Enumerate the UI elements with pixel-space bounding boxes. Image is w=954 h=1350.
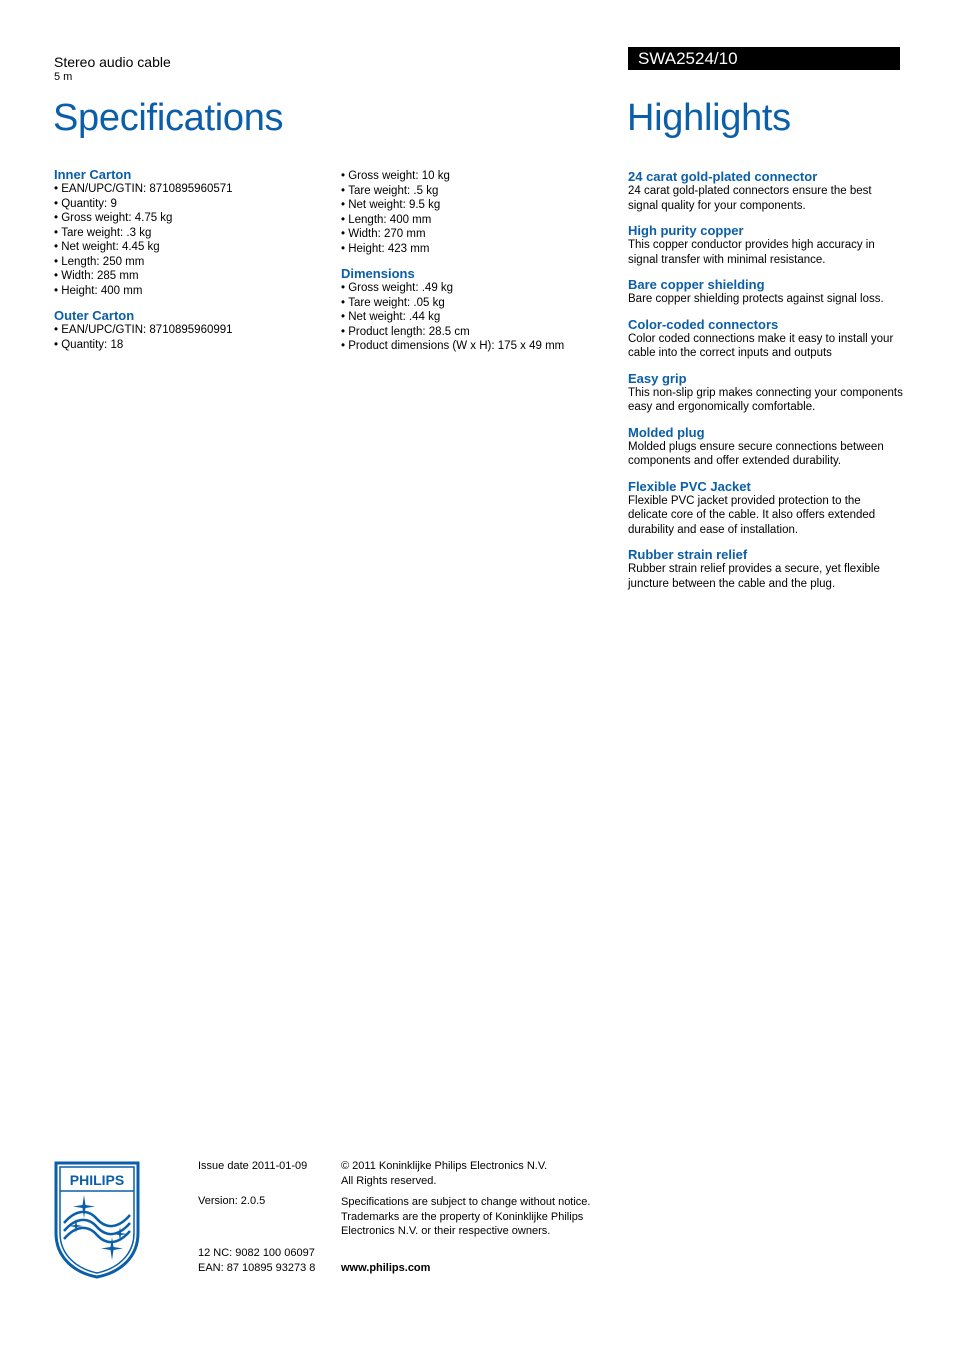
- highlight-title: Color-coded connectors: [628, 316, 779, 332]
- highlight-item: [628, 371, 903, 415]
- notice-block: [341, 1195, 590, 1239]
- spec-column-1: [54, 167, 324, 361]
- highlight-title: High purity copper: [628, 223, 744, 238]
- copyright-line: © 2011 Koninklijke Philips Electronics N.V.: [341, 1160, 548, 1172]
- highlight-item: [628, 479, 903, 538]
- highlights-title: Highlights: [627, 97, 791, 139]
- spec-item: • Width: 270 mm: [341, 227, 611, 242]
- spec-item: • Tare weight: .05 kg: [341, 296, 611, 311]
- highlight-text: Color coded connections make it easy to install your cable into the correct inputs and outputs: [628, 332, 894, 359]
- spec-item: • Tare weight: .3 kg: [54, 226, 324, 241]
- highlight-text: 24 carat gold-plated connectors ensure the best signal quality for your components.: [628, 185, 872, 212]
- spec-column-2: [341, 169, 611, 363]
- highlight-item: [628, 317, 903, 361]
- highlight-item: [628, 169, 903, 213]
- highlight-text: Molded plugs ensure secure connections between components and offer extended durability.: [628, 440, 884, 467]
- spec-item: • Product length: 28.5 cm: [341, 325, 611, 340]
- product-name: Stereo audio cable: [54, 54, 171, 70]
- spec-item: • Gross weight: 4.75 kg: [54, 211, 324, 226]
- spec-item: • EAN/UPC/GTIN: 8710895960991: [54, 323, 324, 338]
- logo-wordmark: PHILIPS: [69, 1172, 125, 1188]
- specifications-title: Specifications: [53, 97, 284, 139]
- spec-item: • Height: 423 mm: [341, 242, 611, 257]
- highlight-text: This non-slip grip makes connecting your components easy and ergonomically comfortable.: [628, 386, 903, 413]
- rights-line: All Rights reserved.: [341, 1174, 437, 1187]
- spec-item: • Quantity: 18: [54, 338, 324, 353]
- highlight-text: Rubber strain relief provides a secure, yet flexible juncture between the cable and the plug.: [628, 563, 880, 590]
- spec-item: • Length: 400 mm: [341, 213, 611, 228]
- ean-code: EAN: 87 10895 93273 8: [198, 1261, 316, 1274]
- spec-item: • Net weight: 4.45 kg: [54, 240, 324, 255]
- version: Version: 2.0.5: [198, 1195, 266, 1207]
- notice-line: Electronics N.V. or their respective owners.: [341, 1225, 551, 1237]
- outer-carton-list-continued: [341, 169, 611, 256]
- product-length: 5 m: [54, 71, 73, 83]
- model-number-badge: SWA2524/10: [628, 47, 900, 70]
- notice-line: Trademarks are the property of Koninklijke Philips: [341, 1210, 584, 1223]
- highlight-text: Bare copper shielding protects against signal loss.: [628, 293, 884, 305]
- highlight-title: Bare copper shielding: [628, 277, 765, 292]
- highlight-item: [628, 547, 903, 591]
- highlights-column: [628, 169, 903, 601]
- highlight-title: Easy grip: [628, 370, 687, 386]
- highlight-title: 24 carat gold-plated connector: [628, 169, 818, 184]
- highlight-title: Rubber strain relief: [628, 547, 748, 562]
- dimensions-list: [341, 281, 611, 354]
- highlight-title: Molded plug: [628, 424, 705, 440]
- spec-item: • Quantity: 9: [54, 197, 324, 212]
- inner-carton-heading: Inner Carton: [54, 167, 132, 182]
- dimensions-heading: Dimensions: [341, 266, 415, 281]
- spec-item: • Height: 400 mm: [54, 284, 324, 299]
- copyright-block: [341, 1159, 547, 1188]
- spec-item: • Length: 250 mm: [54, 255, 324, 270]
- outer-carton-heading: Outer Carton: [54, 308, 135, 323]
- inner-carton-list: [54, 182, 324, 298]
- codes-block: [198, 1246, 315, 1275]
- outer-carton-list: [54, 323, 324, 352]
- highlight-title: Flexible PVC Jacket: [628, 478, 751, 494]
- highlight-item: [628, 223, 903, 267]
- spec-item: • Product dimensions (W x H): 175 x 49 mm: [341, 339, 611, 354]
- highlight-item: [628, 277, 903, 307]
- notice-line: Specifications are subject to change without notice.: [341, 1196, 591, 1208]
- highlight-item: [628, 425, 903, 469]
- spec-item: • Net weight: .44 kg: [341, 310, 611, 325]
- spec-item: • Gross weight: .49 kg: [341, 281, 611, 296]
- highlight-text: Flexible PVC jacket provided protection to the delicate core of the cable. It also offers extended durability and ease of installation.: [628, 494, 876, 536]
- website-link[interactable]: www.philips.com: [341, 1262, 431, 1274]
- spec-item: • Tare weight: .5 kg: [341, 184, 611, 199]
- philips-shield-logo: [54, 1161, 140, 1279]
- issue-date: Issue date 2011-01-09: [198, 1160, 308, 1172]
- spec-item: • EAN/UPC/GTIN: 8710895960571: [54, 182, 324, 197]
- spec-item: • Net weight: 9.5 kg: [341, 198, 611, 213]
- spec-item: • Width: 285 mm: [54, 269, 324, 284]
- nc-code: 12 NC: 9082 100 06097: [198, 1247, 315, 1259]
- spec-item: • Gross weight: 10 kg: [341, 169, 611, 184]
- highlight-text: This copper conductor provides high accuracy in signal transfer with minimal resistance.: [628, 239, 875, 266]
